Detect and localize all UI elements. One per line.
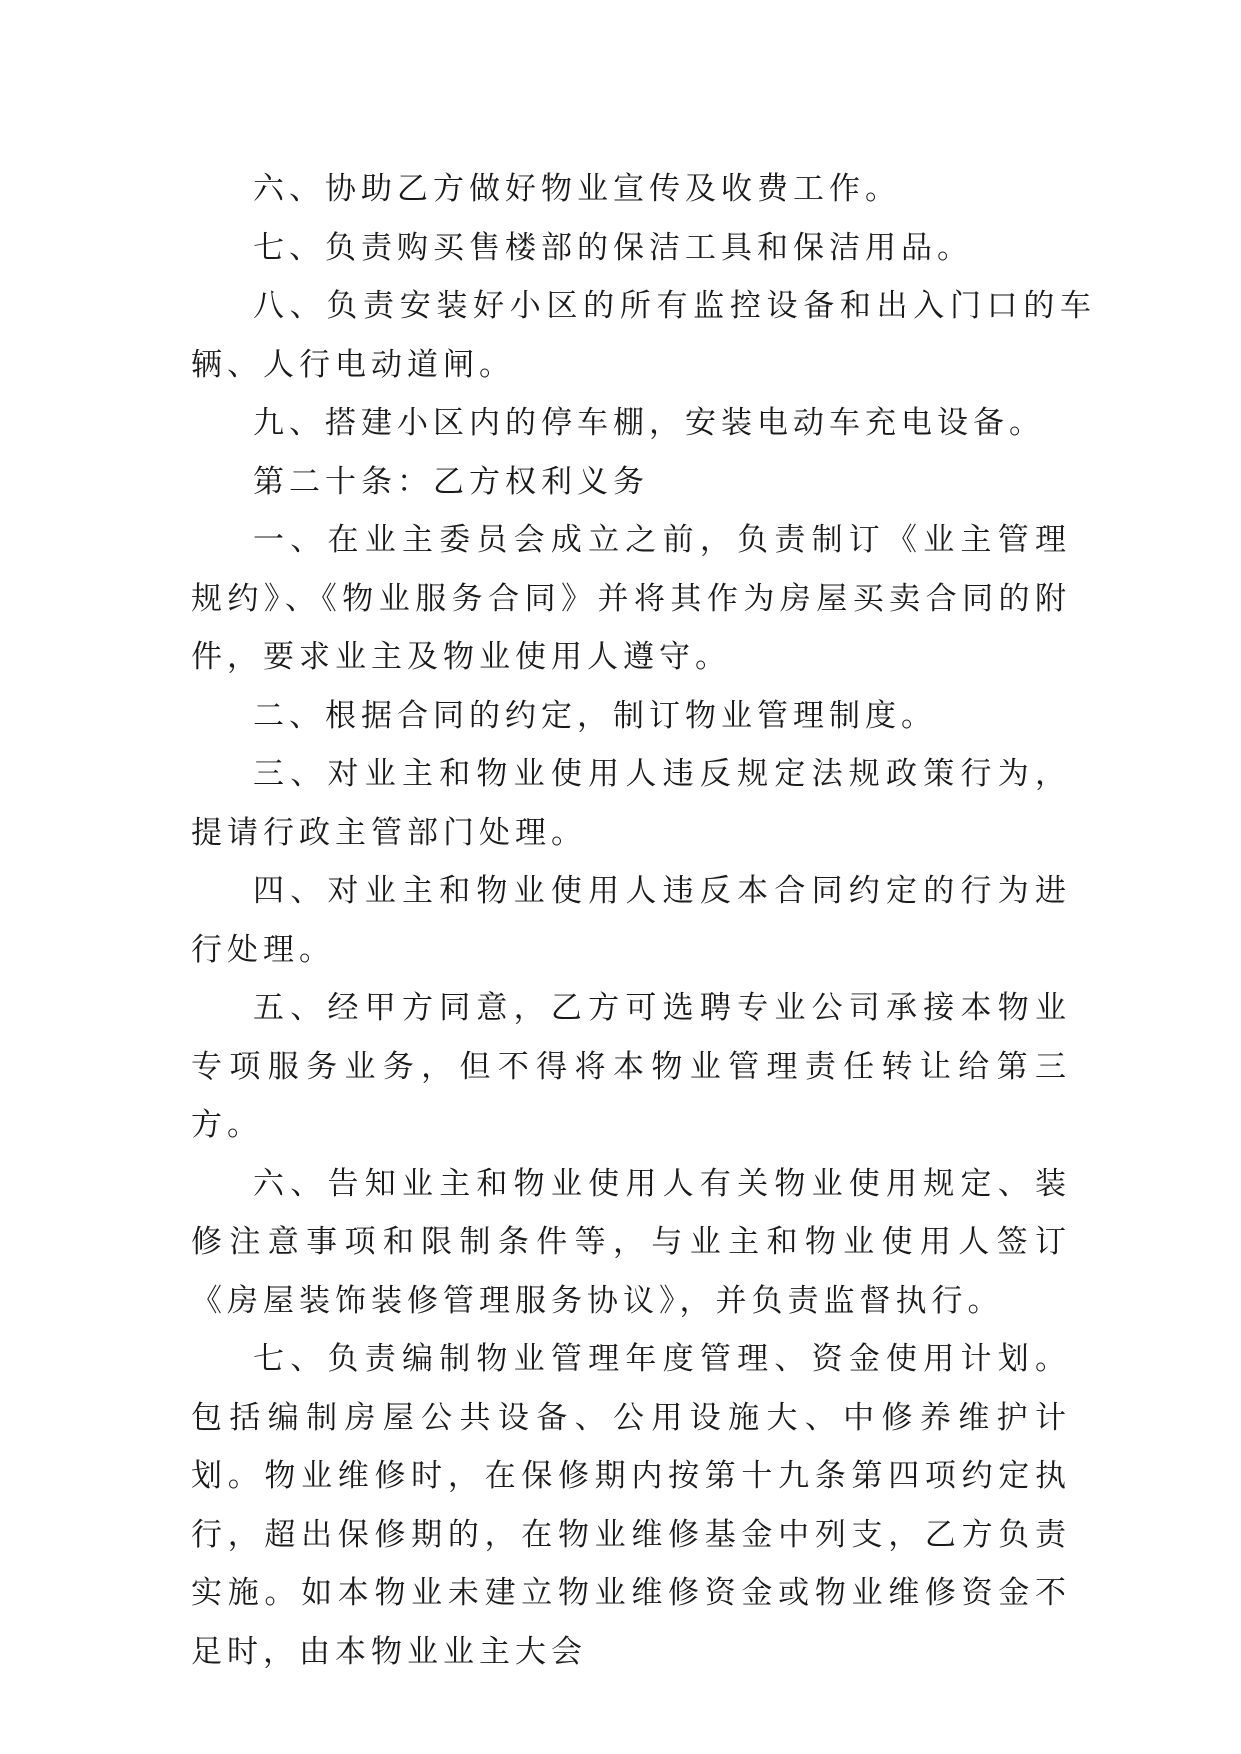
paragraph-item-5-subcontract: 五、经甲方同意，乙方可选聘专业公司承接本物业专项服务业务，但不得将本物业管理责任转让给第三方。	[191, 990, 1071, 1143]
document-body	[191, 160, 1096, 1681]
section-heading-article-20: 第二十条：乙方权利义务	[253, 463, 649, 500]
paragraph-item-3-violations: 三、对业主和物业使用人违反规定法规政策行为，提请行政主管部门处理。	[191, 756, 1071, 851]
paragraph-item-4-contract-violations: 四、对业主和物业使用人违反本合同约定的行为进行处理。	[191, 873, 1071, 968]
paragraph-item-2-management-system: 二、根据合同的约定，制订物业管理制度。	[253, 697, 937, 734]
paragraph-item-1-regulations: 一、在业主委员会成立之前，负责制订《业主管理规约》、《物业服务合同》并将其作为房屋买卖合同的附件，要求业主及物业使用人遵守。	[191, 522, 1071, 675]
paragraph-item-7-cleaning-supplies: 七、负责购买售楼部的保洁工具和保洁用品。	[253, 229, 973, 266]
paragraph-item-6-notify-owners: 六、告知业主和物业使用人有关物业使用规定、装修注意事项和限制条件等，与业主和物业使用人签订《房屋装饰装修管理服务协议》，并负责监督执行。	[191, 1165, 1071, 1319]
paragraph-item-7-annual-plan: 七、负责编制物业管理年度管理、资金使用计划。包括编制房屋公共设备、公用设施大、中修养维护计划。物业维修时，在保修期内按第十九条第四项约定执行，超出保修期的，在物业维修基金中列支，乙方负责实施。如本物业未建立物业维修资金或物业维修资金不足时，由本物业业主大会	[191, 1341, 1071, 1670]
paragraph-item-8-monitoring: 八、负责安装好小区的所有监控设备和出入门口的车辆、人行电动道闸。	[191, 288, 1096, 383]
paragraph-item-6-assist: 六、协助乙方做好物业宣传及收费工作。	[253, 171, 901, 207]
paragraph-item-9-parking-shed: 九、搭建小区内的停车棚，安装电动车充电设备。	[253, 405, 1045, 441]
